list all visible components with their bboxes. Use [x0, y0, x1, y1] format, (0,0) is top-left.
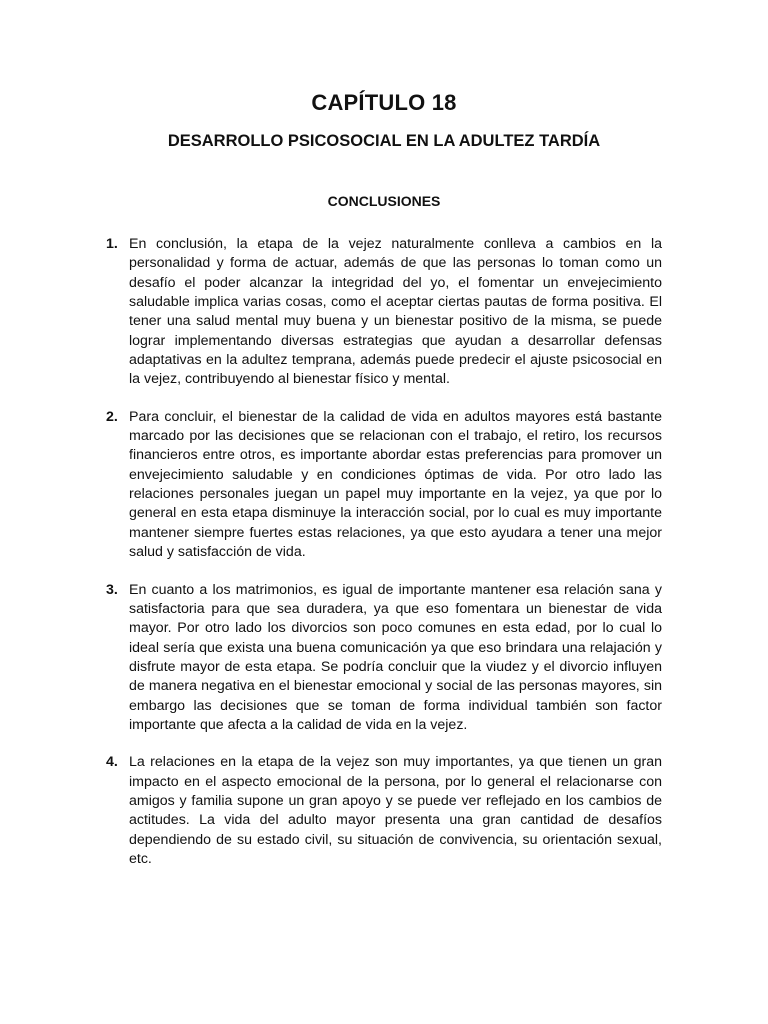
chapter-title: CAPÍTULO 18 [311, 90, 457, 115]
conclusion-item-2 [106, 408, 662, 563]
item-number: 2. [106, 408, 118, 425]
item-number: 4. [106, 754, 118, 771]
item-number: 3. [106, 581, 118, 598]
item-text: Para concluir, el bienestar de la calidad de vida en adultos mayores está bastante marcado por las decisiones que se relacionan con el trabajo, el retiro, los recursos financieros entre otros, es importante abordar estas preferencias para promover un envejecimiento saludable y en condiciones óptimas de vida. Por otro lado las relaciones personales juegan un papel muy importante en la vejez, ya que por lo general en esta etapa disminuye la interacción social, por lo cual es muy importante mantener siempre fuertes estas relaciones, ya que esto ayudara a tener una mejor salud y satisfacción de vida. [129, 408, 662, 561]
item-text: En cuanto a los matrimonios, es igual de importante mantener esa relación sana y satisfactoria para que sea duradera, ya que eso fomentara un bienestar de vida mayor. Por otro lado los divorcios son poco comunes en esta edad, por lo cual lo ideal sería que exista una buena comunicación ya que eso brindara una relajación y disfrute mayor de esta etapa. Se podría concluir que la viudez y el divorcio influyen de manera negativa en el bienestar emocional y social de las personas mayores, sin embargo las decisiones que se toman de forma individual también son factor importante que afecta a la calidad de vida en la vejez. [129, 581, 662, 733]
item-number: 1. [106, 236, 118, 252]
item-text: La relaciones en la etapa de la vejez son muy importantes, ya que tienen un gran impacto en el aspecto emocional de la persona, por lo general el relacionarse con amigos y familia supone un gran apoyo y se puede ver reflejado en los cambios de actitudes. La vida del adulto mayor presenta una gran cantidad de desafíos dependiendo de su estado civil, su situación de convivencia, su orientación sexual, etc. [129, 754, 662, 867]
conclusion-item-4 [106, 753, 662, 869]
conclusion-item-3 [106, 581, 662, 736]
item-text: En conclusión, la etapa de la vejez naturalmente conlleva a cambios en la personalidad y forma de actuar, además de que las personas lo toman como un desafío el poder alcanzar la integridad del yo, el fomentar un envejecimiento saludable implica varias cosas, como el aceptar ciertas pautas de forma positiva. El tener una salud mental muy buena y un bienestar positivo de la misma, se puede lograr implementando diversas estrategias que ayudan a desarrollar defensas adaptativas en la adultez temprana, además puede predecir el ajuste psicosocial en la vejez, contribuyendo al bienestar físico y mental. [129, 236, 662, 388]
chapter-subtitle: DESARROLLO PSICOSOCIAL EN LA ADULTEZ TARDÍA [167, 132, 601, 150]
conclusion-item-1 [106, 235, 662, 390]
section-heading: CONCLUSIONES [327, 193, 441, 209]
conclusions-list [106, 235, 662, 887]
